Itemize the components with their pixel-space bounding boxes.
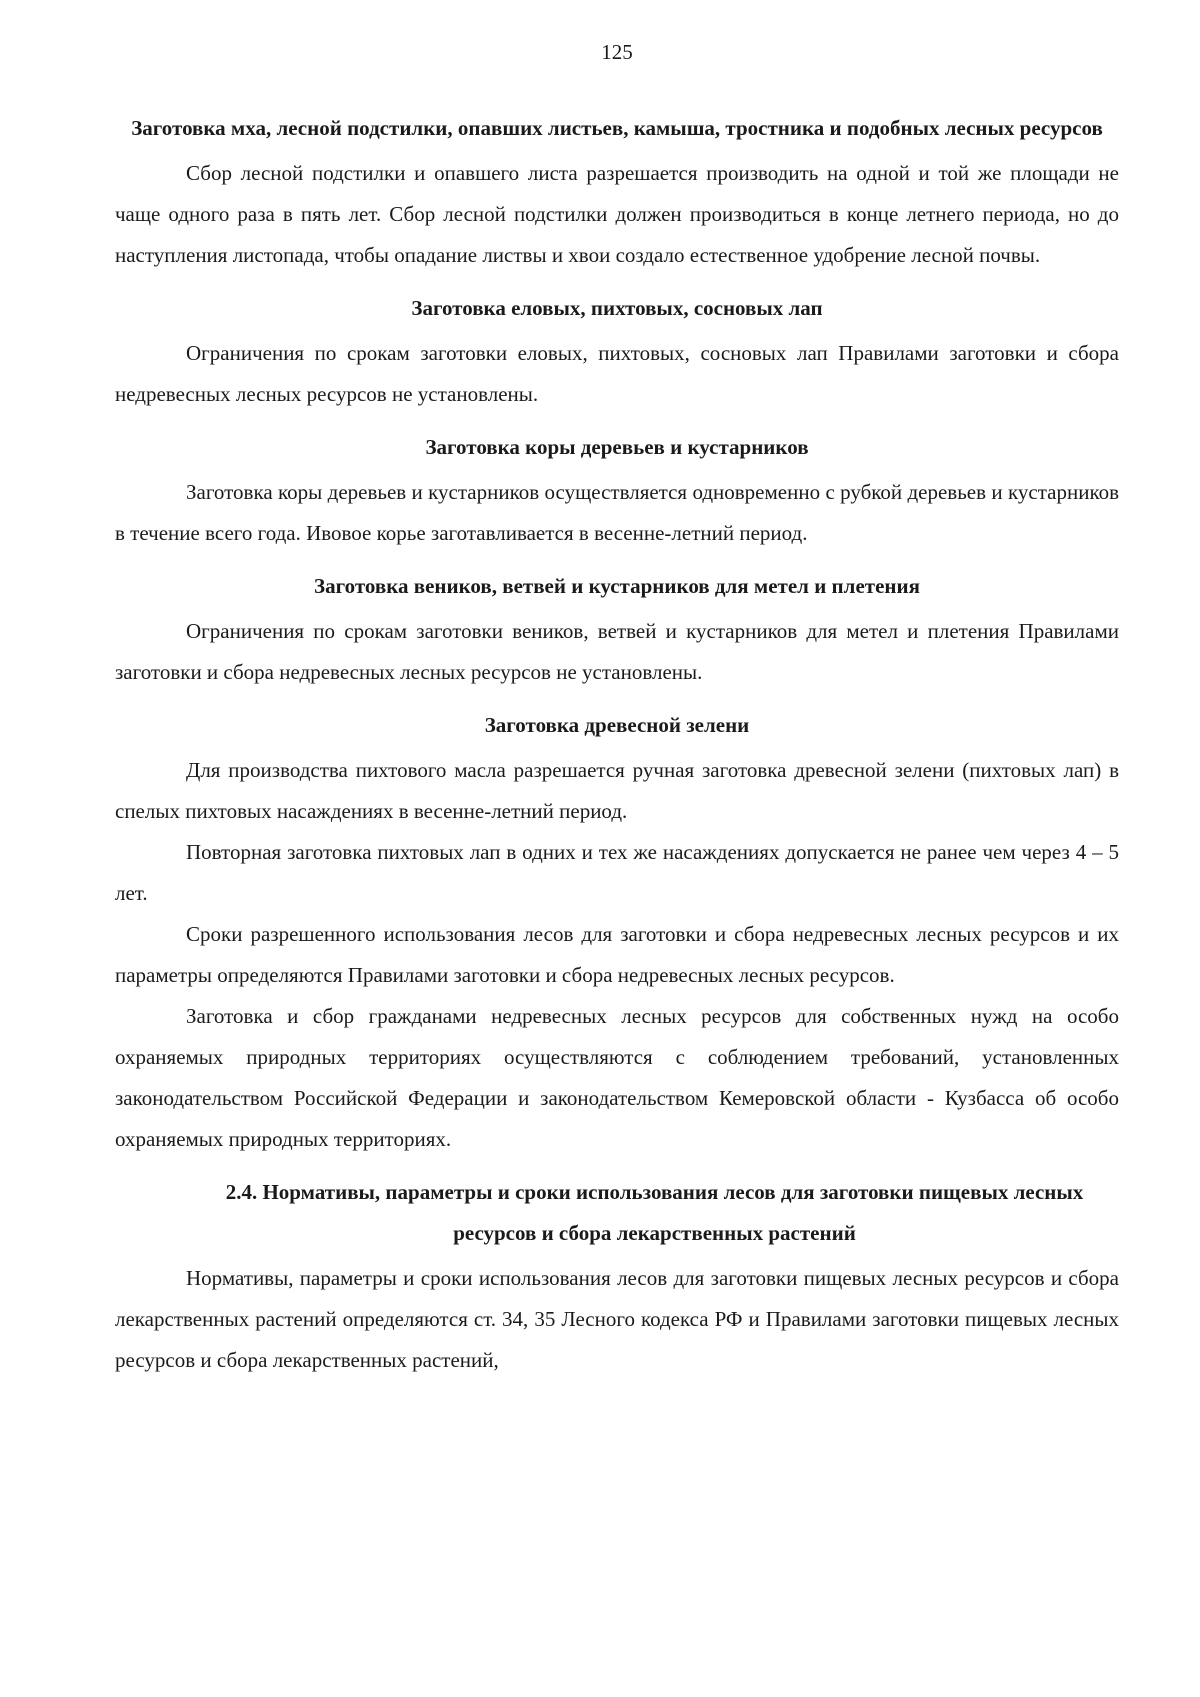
- heading-brooms: Заготовка веников, ветвей и кустарников для метел и плетения: [314, 574, 920, 598]
- page-number: 125: [601, 40, 633, 64]
- page-content: [115, 108, 1119, 1381]
- paragraph-permitted-terms: Сроки разрешенного использования лесов для заготовки и сбора недревесных лесных ресурсов и их параметры определяются Правилами заготовки и сбора недревесных лесных ресурсов.: [115, 922, 1119, 987]
- paragraph-repeat-harvest: Повторная заготовка пихтовых лап в одних и тех же насаждениях допускается не ранее чем через 4 – 5 лет.: [115, 840, 1119, 905]
- paragraph-brooms: Ограничения по срокам заготовки веников, ветвей и кустарников для метел и плетения Правилами заготовки и сбора недревесных лесных ресурсов не установлены.: [115, 619, 1119, 684]
- paragraph-litter-collection: Сбор лесной подстилки и опавшего листа разрешается производить на одной и той же площади не чаще одного раза в пять лет. Сбор лесной подстилки должен производиться в конце летнего периода, но до наступления листопада, чтобы опадание листвы и хвои создало естественное удобрение лесной почвы.: [115, 161, 1119, 267]
- heading-bark: Заготовка коры деревьев и кустарников: [425, 435, 809, 459]
- paragraph-fir-oil: Для производства пихтового масла разрешается ручная заготовка древесной зелени (пихтовых лап) в спелых пихтовых насаждениях в весенне-летний период.: [115, 758, 1119, 823]
- heading-section-2-4: 2.4. Нормативы, параметры и сроки использования лесов для заготовки пищевых лесных ресурсов и сбора лекарственных растений: [225, 1180, 1084, 1245]
- paragraph-bark: Заготовка коры деревьев и кустарников осуществляется одновременно с рубкой деревьев и кустарников в течение всего года. Ивовое корье заготавливается в весенне-летний период.: [115, 480, 1119, 545]
- paragraph-conifer-branches: Ограничения по срокам заготовки еловых, пихтовых, сосновых лап Правилами заготовки и сбора недревесных лесных ресурсов не установлены.: [115, 341, 1119, 406]
- heading-conifer-branches: Заготовка еловых, пихтовых, сосновых лап: [411, 296, 823, 320]
- paragraph-food-resources: Нормативы, параметры и сроки использования лесов для заготовки пищевых лесных ресурсов и сбора лекарственных растений определяются ст. 34, 35 Лесного кодекса РФ и Правилами заготовки пищевых лесных ресурсов и сбора лекарственных растений,: [115, 1266, 1119, 1372]
- paragraph-protected-areas: Заготовка и сбор гражданами недревесных лесных ресурсов для собственных нужд на особо охраняемых природных территориях осуществляются с соблюдением требований, установленных законодательством Российской Федерации и законодательством Кемеровской области - Кузбасса об особо охраняемых природных территориях.: [115, 1004, 1119, 1151]
- heading-moss-litter: Заготовка мха, лесной подстилки, опавших листьев, камыша, тростника и подобных лесных ресурсов: [131, 116, 1103, 140]
- heading-greenery: Заготовка древесной зелени: [484, 713, 750, 737]
